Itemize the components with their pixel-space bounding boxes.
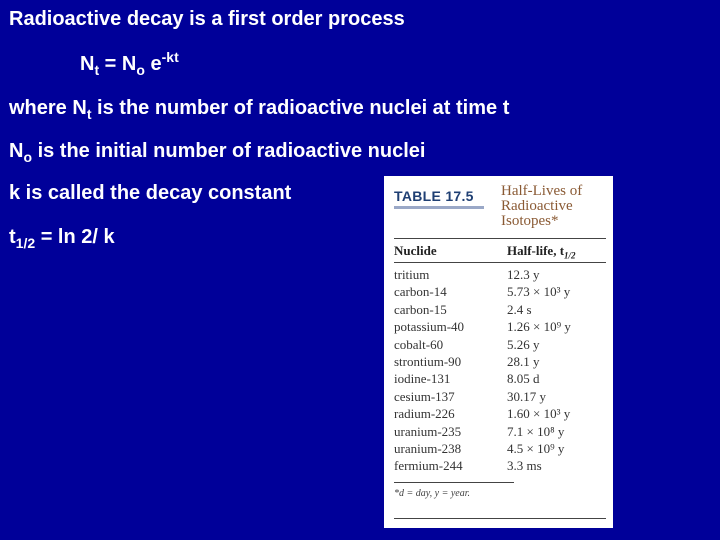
halflife-cell: 4.5 × 10⁹ y: [507, 440, 565, 456]
table-row: [394, 301, 606, 318]
nuclide-cell: cobalt-60: [394, 336, 444, 352]
equation-lhs-base: N: [80, 53, 95, 75]
table-row: [394, 318, 606, 335]
decay-equation: [80, 49, 179, 78]
nuclide-cell: radium-226: [394, 406, 455, 422]
initial-line: [9, 139, 425, 163]
halflife-cell: 1.60 × 10³ y: [507, 406, 571, 422]
halflife-cell: 12.3 y: [507, 267, 540, 282]
halflife-cell: 8.05 d: [507, 371, 540, 387]
equation-rhs-sub: o: [136, 62, 145, 78]
nuclide-cell: carbon-14: [394, 284, 447, 300]
col-header-nuclide: Nuclide: [394, 243, 437, 258]
nuclide-cell: iodine-131: [394, 371, 451, 387]
halflife-table: [384, 176, 613, 528]
table-end-rule: [394, 518, 606, 519]
halflife-sub: 1/2: [15, 235, 36, 251]
table-footnote: *d = day, y = year.: [394, 488, 470, 499]
table-row: [394, 353, 606, 370]
halflife-suffix: = ln 2/ k: [35, 226, 115, 248]
equation-equals: =: [99, 53, 122, 75]
where-sub: t: [86, 106, 92, 122]
table-column-headers: [394, 243, 606, 259]
halflife-cell: 28.1 y: [507, 353, 540, 369]
table-top-rule: [394, 238, 606, 239]
halflife-cell: 5.26 y: [507, 336, 540, 352]
equation-exponent: -kt: [161, 49, 179, 65]
table-row: [394, 457, 606, 474]
table-row: [394, 423, 606, 440]
title-line: Radioactive decay is a first order process: [9, 8, 405, 30]
halflife-cell: 3.3 ms: [507, 458, 542, 474]
halflife-cell: 30.17 y: [507, 388, 546, 404]
table-number: TABLE 17.5: [394, 188, 474, 204]
initial-prefix: N: [9, 140, 24, 162]
table-row: [394, 283, 606, 300]
table-title-line: Isotopes*: [501, 213, 559, 229]
table-rows: [394, 266, 606, 475]
table-title-line: Radioactive: [501, 198, 573, 214]
nuclide-cell: uranium-238: [394, 440, 462, 456]
halflife-formula: [9, 225, 115, 249]
nuclide-cell: carbon-15: [394, 301, 447, 317]
halflife-cell: 2.4 s: [507, 301, 532, 317]
col-header-halflife-text: Half-life, t: [507, 243, 565, 258]
halflife-cell: 1.26 × 10⁹ y: [507, 319, 571, 335]
col-header-halflife-sub: 1/2: [564, 250, 576, 261]
table-row: [394, 336, 606, 353]
decay-constant-line: k is called the decay constant: [9, 182, 292, 204]
equation-exp-base: e: [144, 53, 162, 75]
table-row: [394, 440, 606, 457]
nuclide-cell: uranium-235: [394, 423, 462, 439]
nuclide-cell: fermium-244: [394, 458, 463, 474]
table-row: [394, 405, 606, 422]
table-row: [394, 370, 606, 387]
where-suffix: is the number of radioactive nuclei at time t: [91, 97, 510, 119]
nuclide-cell: strontium-90: [394, 353, 462, 369]
nuclide-cell: potassium-40: [394, 319, 465, 335]
initial-suffix: is the initial number of radioactive nuclei: [32, 140, 426, 162]
halflife-cell: 5.73 × 10³ y: [507, 284, 571, 300]
equation-rhs-base: N: [121, 53, 137, 75]
equation-lhs-sub: t: [94, 62, 100, 78]
table-title-line: Half-Lives of: [501, 183, 583, 199]
where-prefix: where N: [9, 97, 87, 119]
table-header-rule: [394, 262, 606, 263]
table-number-rule: [394, 206, 484, 209]
col-header-halflife: [507, 243, 576, 261]
table-row: [394, 266, 606, 283]
nuclide-cell: cesium-137: [394, 388, 455, 404]
halflife-cell: 7.1 × 10⁸ y: [507, 423, 565, 439]
nuclide-cell: tritium: [394, 267, 430, 282]
table-title: [501, 184, 611, 229]
where-line: [9, 96, 509, 120]
table-bottom-rule: [394, 482, 514, 483]
table-row: [394, 388, 606, 405]
initial-sub: o: [23, 149, 33, 165]
halflife-prefix: t: [9, 226, 16, 248]
